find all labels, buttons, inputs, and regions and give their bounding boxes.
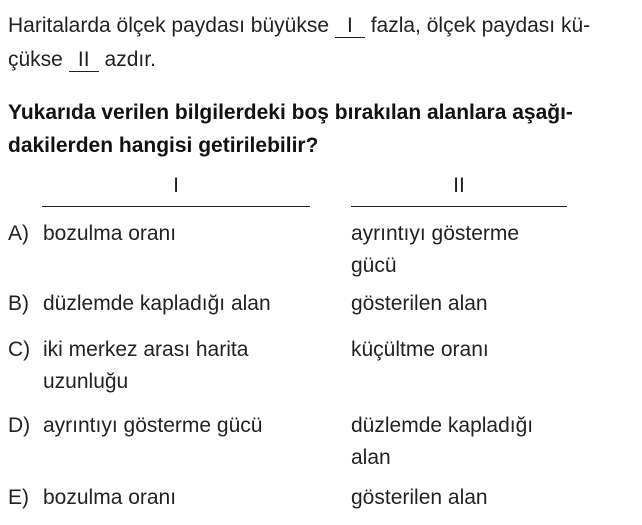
option-text: küçültme oranı [351, 338, 489, 361]
question-line-2: dakilerden hangisi getirilebilir? [8, 134, 319, 157]
option-letter: B) [8, 292, 29, 315]
stem-text-part3: çükse [8, 48, 63, 71]
option-text: iki merkez arası harita [43, 338, 249, 361]
blank-two: II [69, 49, 99, 72]
option-column-two [351, 218, 601, 282]
option-text: gücü [351, 254, 397, 277]
stem-text-part1: Haritalarda ölçek paydası büyükse [8, 14, 330, 37]
option-text: gösterilen alan [351, 486, 488, 509]
option-column-one [43, 288, 333, 320]
column-header-one: I [173, 174, 179, 197]
option-text: uzunluğu [43, 370, 129, 393]
option-text: ayrıntıyı gösterme gücü [43, 414, 263, 437]
stem-text-part4: azdır. [104, 48, 156, 71]
option-column-one [43, 218, 333, 250]
option-letter: C) [8, 338, 31, 361]
option-text: düzlemde kapladığı [351, 414, 534, 437]
option-text: düzlemde kapladığı alan [43, 292, 271, 315]
question-prompt [8, 96, 638, 162]
option-column-two [351, 482, 601, 514]
option-letter: E) [8, 486, 29, 509]
option-column-two [351, 288, 601, 320]
option-letter: D) [8, 414, 31, 437]
option-text: ayrıntıyı gösterme [351, 222, 520, 245]
blank-one: I [335, 15, 365, 38]
column-divider-one [42, 206, 310, 207]
column-divider-two [351, 206, 567, 207]
option-column-one [43, 482, 333, 514]
column-header-two: II [453, 174, 465, 197]
option-text: bozulma oranı [43, 222, 177, 245]
stem-text-part2: fazla, ölçek paydası kü- [370, 14, 591, 37]
option-column-one [43, 334, 333, 398]
option-text: alan [351, 446, 391, 469]
option-column-two [351, 410, 601, 474]
question-stem [8, 9, 636, 77]
option-letter: A) [8, 222, 29, 245]
option-column-one [43, 410, 333, 442]
option-text: gösterilen alan [351, 292, 488, 315]
option-column-two [351, 334, 601, 366]
option-text: bozulma oranı [43, 486, 177, 509]
question-line-1: Yukarıda verilen bilgilerdeki boş bırakılan alanlara aşağı- [8, 101, 573, 124]
